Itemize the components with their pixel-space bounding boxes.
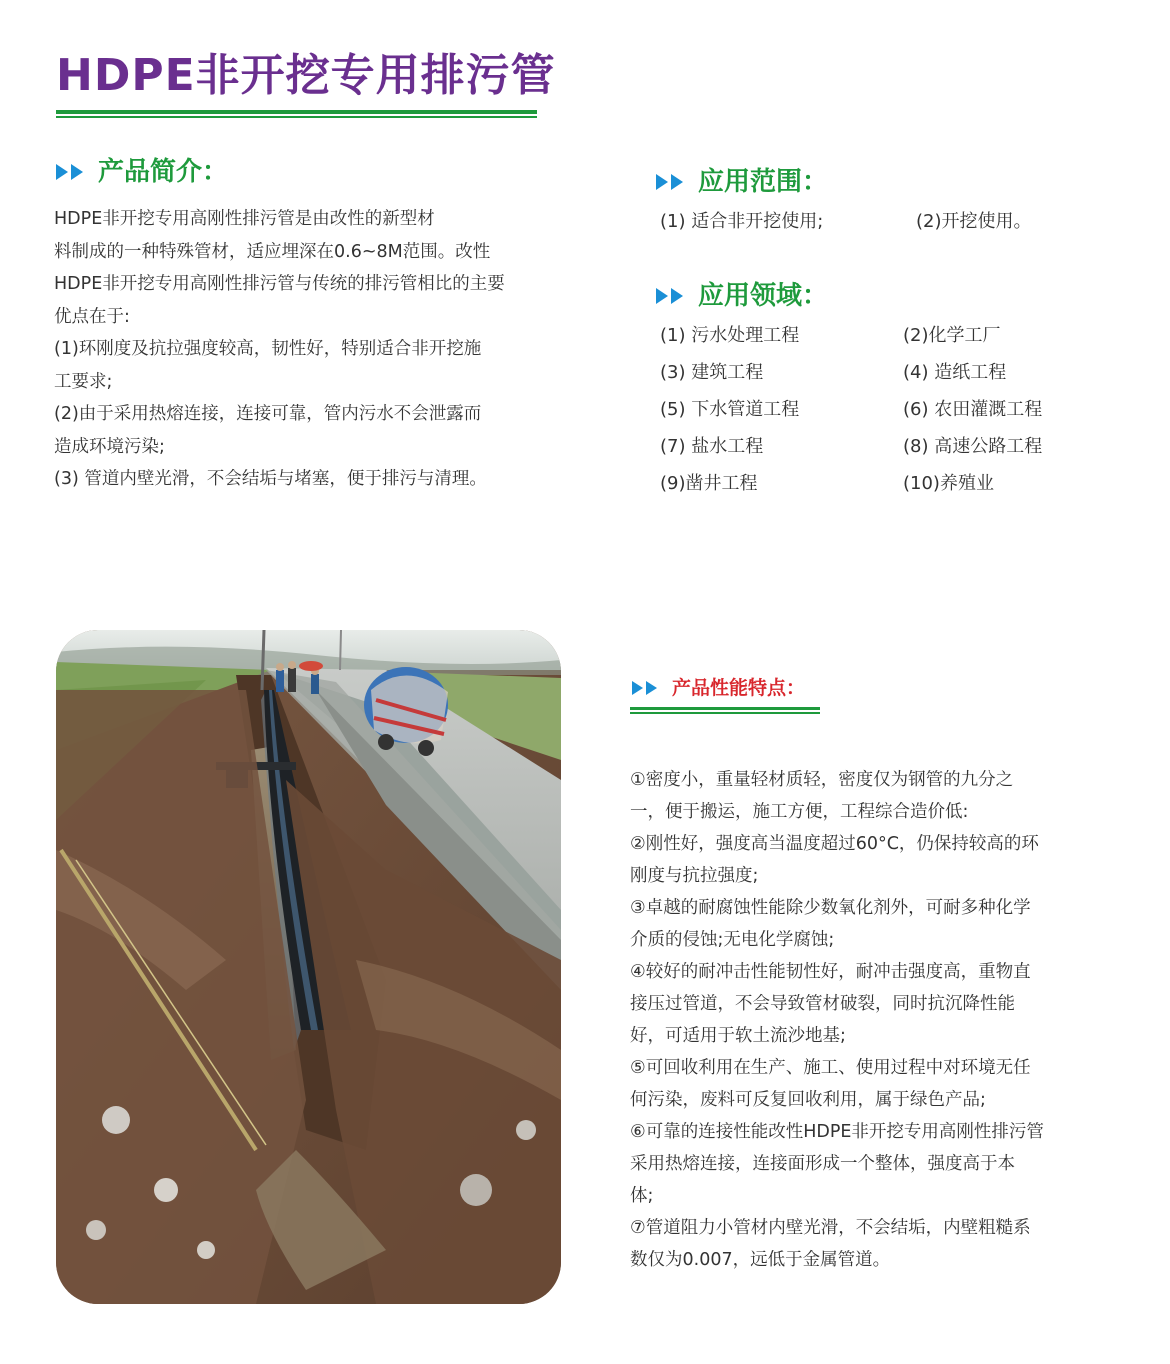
intro-line: 工要求; xyxy=(54,371,113,392)
performance-heading xyxy=(632,675,805,701)
double-arrow-icon xyxy=(656,174,686,190)
performance-line: 接压过管道，不会导致管材破裂，同时抗沉降性能 xyxy=(630,994,1015,1014)
performance-underline xyxy=(630,707,820,714)
field-item: (4) 造纸工程 xyxy=(903,362,1007,383)
field-item: (6) 农田灌溉工程 xyxy=(903,399,1043,420)
performance-line: 介质的侵蚀;无电化学腐蚀; xyxy=(630,930,835,950)
double-arrow-icon xyxy=(656,288,686,304)
fields-row xyxy=(660,317,1042,354)
field-item: (10)养殖业 xyxy=(903,473,994,494)
pipe-trench-photo xyxy=(56,630,561,1304)
performance-line: ⑤可回收利用在生产、施工、使用过程中对环境无任 xyxy=(630,1058,1031,1078)
field-item: (1) 污水处理工程 xyxy=(660,325,800,346)
field-item: (9)凿井工程 xyxy=(660,473,758,494)
performance-line: ⑦管道阻力小管材内壁光滑，不会结垢，内壁粗糙系 xyxy=(630,1218,1031,1238)
intro-line: 造成环境污染; xyxy=(54,436,165,457)
scope-heading-label: 应用范围： xyxy=(698,167,829,197)
performance-line: 何污染，废料可反复回收利用，属于绿色产品; xyxy=(630,1090,986,1110)
performance-line: ③卓越的耐腐蚀性能除少数氧化剂外，可耐多种化学 xyxy=(630,898,1031,918)
scope-item: (2)开挖使用。 xyxy=(916,211,1032,232)
field-item: (7) 盐水工程 xyxy=(660,436,764,457)
intro-line: (3) 管道内壁光滑，不会结垢与堵塞，便于排污与清理。 xyxy=(54,469,487,489)
performance-line: ⑥可靠的连接性能改性HDPE非开挖专用高刚性排污管 xyxy=(630,1122,1044,1142)
fields-heading-label: 应用领域： xyxy=(698,281,829,311)
intro-text xyxy=(54,203,564,496)
scope-heading xyxy=(656,166,828,198)
scope-list xyxy=(660,203,1032,240)
field-item: (8) 高速公路工程 xyxy=(903,436,1043,457)
double-arrow-icon xyxy=(632,681,660,695)
intro-line: 优点在于: xyxy=(54,306,130,327)
intro-heading xyxy=(56,156,228,188)
performance-text xyxy=(630,764,1100,1276)
performance-line: 刚度与抗拉强度; xyxy=(630,866,759,886)
performance-line: ②刚性好，强度高当温度超过60°C，仍保持较高的环 xyxy=(630,834,1039,854)
performance-line: 数仅为0.007，远低于金属管道。 xyxy=(630,1250,891,1270)
field-item: (2)化学工厂 xyxy=(903,325,1001,346)
title-underline xyxy=(56,110,537,118)
fields-row xyxy=(660,391,1042,428)
intro-heading-label: 产品简介： xyxy=(98,157,229,187)
field-item: (5) 下水管道工程 xyxy=(660,399,800,420)
intro-line: (1)环刚度及抗拉强度较高，韧性好，特别适合非开挖施 xyxy=(54,339,482,359)
fields-heading xyxy=(656,280,828,312)
performance-line: 体; xyxy=(630,1186,654,1206)
scope-row xyxy=(660,203,1032,240)
performance-line: 一，便于搬运，施工方便，工程综合造价低: xyxy=(630,802,969,822)
performance-line: 好，可适用于软土流沙地基; xyxy=(630,1026,846,1046)
field-item: (3) 建筑工程 xyxy=(660,362,764,383)
performance-line: ①密度小，重量轻材质轻，密度仅为钢管的九分之 xyxy=(630,770,1014,790)
scope-item: (1) 适合非开挖使用; xyxy=(660,211,824,232)
intro-line: HDPE非开挖专用高刚性排污管与传统的排污管相比的主要 xyxy=(54,274,505,294)
intro-line: 料制成的一种特殊管材，适应埋深在0.6~8M范围。改性 xyxy=(54,241,491,262)
fields-row xyxy=(660,354,1042,391)
performance-heading-label: 产品性能特点： xyxy=(672,677,806,699)
fields-list xyxy=(660,317,1042,502)
double-arrow-icon xyxy=(56,164,86,180)
intro-line: HDPE非开挖专用高刚性排污管是由改性的新型材 xyxy=(54,209,435,229)
performance-line: 采用热熔连接，连接面形成一个整体，强度高于本 xyxy=(630,1154,1015,1174)
performance-line: ④较好的耐冲击性能韧性好，耐冲击强度高，重物直 xyxy=(630,962,1031,982)
intro-line: (2)由于采用热熔连接，连接可靠，管内污水不会泄露而 xyxy=(54,404,482,424)
fields-row xyxy=(660,465,1042,502)
page-title: HDPE非开挖专用排污管 xyxy=(56,50,556,101)
fields-row xyxy=(660,428,1042,465)
